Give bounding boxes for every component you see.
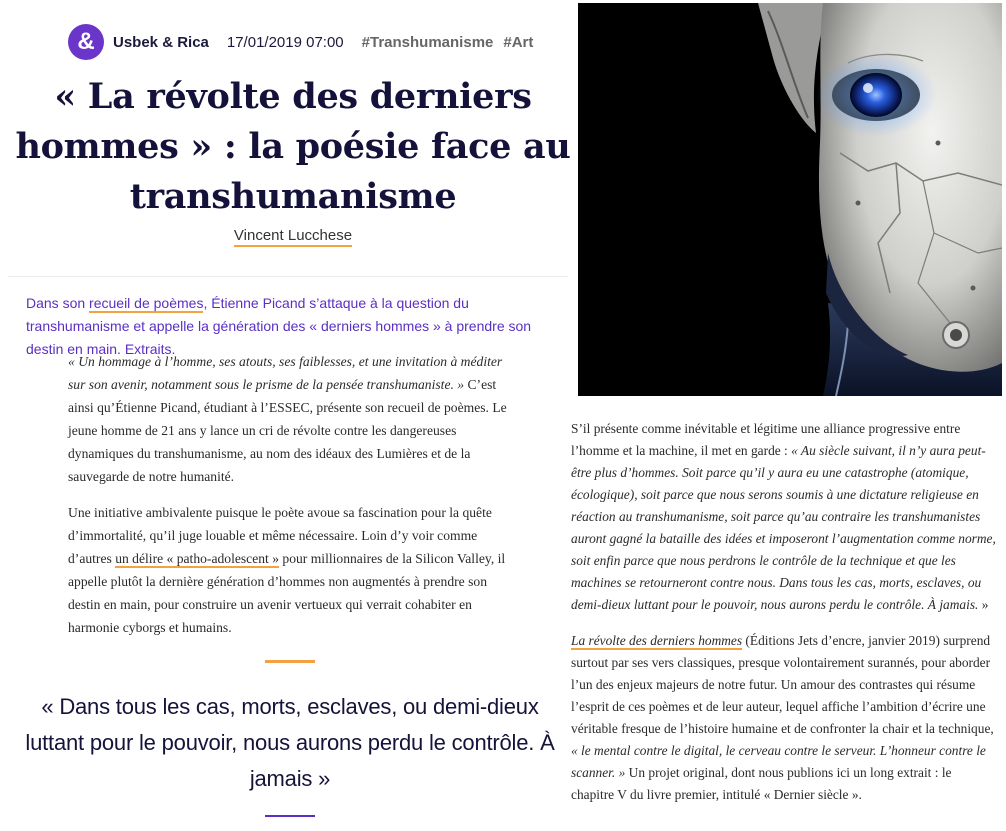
book-title-link[interactable]: La révolte des derniers hommes: [571, 633, 743, 648]
recueil-link[interactable]: recueil de poèmes: [89, 295, 204, 311]
pullquote-divider-top: [265, 660, 315, 663]
paragraph-1: [68, 350, 508, 488]
paragraph-4: [571, 630, 996, 806]
paragraph-2-text-before: Une initiative ambivalente puisque le poète avoue sa fascination pour la quête d’immortalité, qu’il juge louable et même nécessaire. Loin d’y voir comme d’autres: [68, 505, 492, 566]
paragraph-4-text-mid: (Éditions Jets d’encre, janvier 2019) surprend surtout par ses vers classiques, presque volontairement surannés, pour aborder l’un des enjeux majeurs de notre futur. Un amour des contrastes qui résume l’esprit de ces poèmes et de leur auteur, lequel affiche l’ambition d’écrire une véritable fresque de l’histoire humaine et de confronter la chair et la technique,: [571, 633, 994, 736]
tag-transhumanisme[interactable]: #Transhumanisme: [361, 33, 494, 51]
paragraph-3-text-before: S’il présente comme inévitable et légitime une alliance progressive entre l’homme et la machine, il met en garde :: [571, 421, 961, 458]
publish-date: 17/01/2019 07:00: [226, 33, 344, 51]
paragraph-1-quote: « Un hommage à l’homme, ses atouts, ses faiblesses, et une invitation à méditer sur son avenir, notamment sous le prisme de la pensée transhumaniste. »: [68, 354, 503, 392]
article-body-right: [571, 418, 996, 806]
paragraph-4-text-after: Un projet original, dont nous publions ici un long extrait : le chapitre V du livre premier, intitulé « Dernier siècle ».: [571, 765, 952, 802]
author-link[interactable]: Vincent Lucchese: [234, 227, 352, 247]
title-line-2: hommes » : la poésie face au: [15, 126, 571, 167]
patho-adolescent-link[interactable]: un délire « patho-adolescent »: [115, 551, 280, 566]
paragraph-3-quote: « Au siècle suivant, il n’y aura peut-être plus d’hommes. Soit parce qu’il y aura eu une catastrophe (atomique, écologique), soit parce que nous serons soumis à une dictature religieuse en réaction au transhumanisme, soit parce qu’au contraire les transhumanistes auront gagné la bataille des idées et imposeront l’augmentation comme norme, soit enfin parce que nous perdrons le contrôle de la technique et que les machines se retourneront contre nous. Dans tous les cas, morts, esclaves, ou demi-dieux luttant pour le pouvoir, nous aurons perdu le contrôle. À jamais.: [571, 443, 996, 612]
article-title: [10, 72, 576, 222]
title-line-3: transhumanisme: [129, 176, 457, 217]
paragraph-3: [571, 418, 996, 616]
paragraph-1-text: C’est ainsi qu’Étienne Picand, étudiant à l’ESSEC, présente son recueil de poèmes. Le jeune homme de 21 ans y lance un cri de révolte contre les dangereuses dynamiques du transhumanisme, au nom des idéaux des Lumières et de la sauvegarde de notre humanité.: [68, 377, 507, 484]
pull-quote: « Dans tous les cas, morts, esclaves, ou demi-dieux luttant pour le pouvoir, nous aurons perdu le contrôle. À jamais »: [25, 694, 555, 791]
article-meta: [68, 22, 533, 62]
lead-text-before: Dans son: [26, 295, 90, 311]
tag-art[interactable]: #Art: [503, 33, 534, 51]
brand-logo-icon[interactable]: &: [68, 24, 104, 60]
hero-image-robot-face: [578, 3, 1002, 396]
pullquote-divider-bottom: [265, 815, 315, 817]
author-byline: [0, 227, 586, 244]
title-line-1: « La révolte des derniers: [54, 76, 532, 117]
robot-illustration: [578, 3, 1002, 396]
brand-name[interactable]: Usbek & Rica: [113, 33, 209, 51]
paragraph-2-text-after: pour millionnaires de la Silicon Valley, il appelle plutôt la dernière génération d’hommes non augmentés à prendre son destin en main, pour construire un avenir vertueux qui verrait cohabiter en harmonie cyborgs et humains.: [68, 551, 506, 635]
article-body-left: [68, 350, 508, 639]
header-divider: [8, 276, 568, 277]
paragraph-4-quote: « le mental contre le digital, le cerveau contre le serveur. L’honneur contre le scanner. »: [571, 743, 986, 780]
paragraph-2: [68, 501, 508, 639]
paragraph-3-text-after: »: [978, 597, 989, 612]
lead-text-after: , Étienne Picand s’attaque à la question du transhumanisme et appelle la génération des « derniers hommes » à prendre son destin en main. Extraits.: [26, 295, 532, 357]
